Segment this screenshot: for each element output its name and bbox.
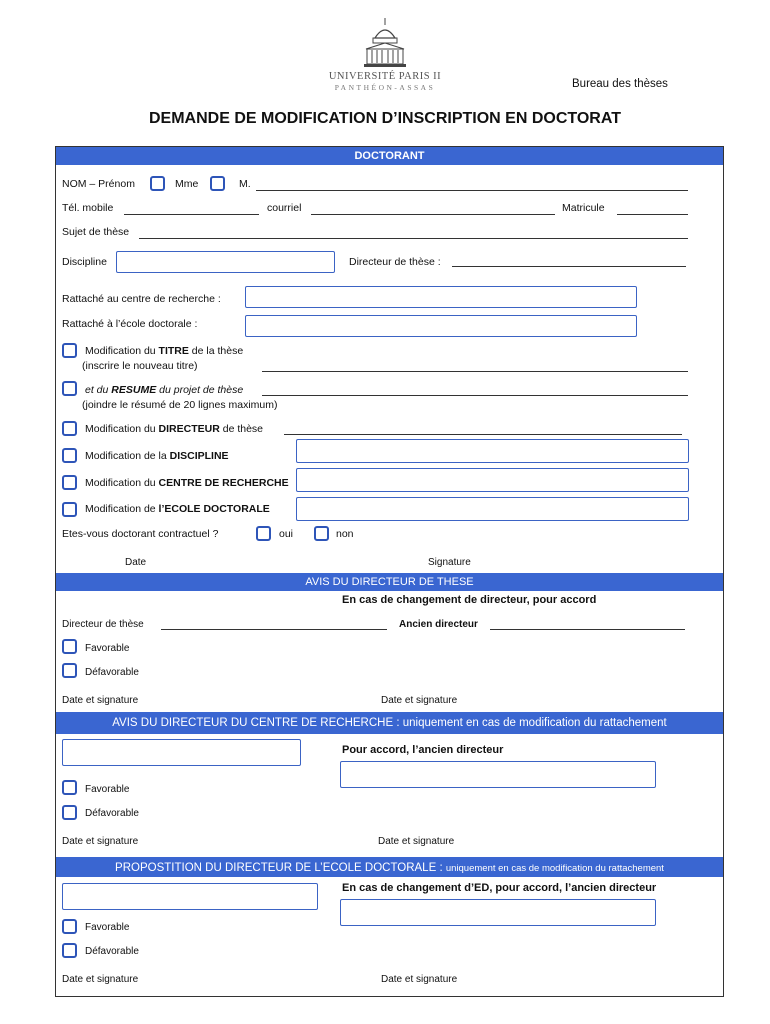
university-name: UNIVERSITÉ PARIS II <box>328 71 442 82</box>
page-title: DEMANDE DE MODIFICATION D’INSCRIPTION EN DOCTORAT <box>149 110 621 127</box>
label-text: Modification de la <box>85 450 170 462</box>
centre-defavorable-checkbox[interactable] <box>62 805 77 820</box>
mod-discipline-checkbox[interactable] <box>62 448 77 463</box>
ecole-label: Rattaché à l’école doctorale : <box>62 318 198 330</box>
section-title: AVIS DU DIRECTEUR DU CENTRE DE RECHERCHE : uniquement en cas de modification du rattachement <box>112 717 667 729</box>
ecole-date-signature: Date et signature <box>62 974 139 985</box>
mod-titre-checkbox[interactable] <box>62 343 77 358</box>
section-header-avis-directeur <box>56 573 723 591</box>
sujet-label: Sujet de thèse <box>62 226 130 238</box>
label-text: Modification du <box>85 345 159 357</box>
mod-titre-note: (inscrire le nouveau titre) <box>82 360 198 372</box>
label-text: Modification du <box>85 423 159 435</box>
mod-ecole-label <box>85 503 270 515</box>
resume-checkbox[interactable] <box>62 381 77 396</box>
mod-discipline-label <box>85 450 229 462</box>
tel-label: Tél. mobile <box>62 202 114 214</box>
ecole-favorable-checkbox[interactable] <box>62 919 77 934</box>
centre-date-signature: Date et signature <box>62 836 139 847</box>
non-checkbox[interactable] <box>314 526 329 541</box>
ecole-favorable-label: Favorable <box>85 922 130 933</box>
ecole-directeur-input[interactable] <box>62 883 318 910</box>
nom-prenom-label: NOM – Prénom <box>62 178 135 190</box>
signature-label: Signature <box>428 557 471 568</box>
mod-ecole-checkbox[interactable] <box>62 502 77 517</box>
matricule-line[interactable] <box>617 214 688 215</box>
titre-line[interactable] <box>262 371 688 372</box>
label-bold: l’ECOLE DOCTORALE <box>158 503 270 515</box>
directeur-favorable-checkbox[interactable] <box>62 639 77 654</box>
date-label: Date <box>125 557 147 568</box>
ecole-ancien-input[interactable] <box>340 899 656 926</box>
ancien-directeur-label: Ancien directeur <box>399 619 478 630</box>
ecole-defavorable-checkbox[interactable] <box>62 943 77 958</box>
contractuel-label: Etes-vous doctorant contractuel ? <box>62 528 219 540</box>
section-title: PROPOSTITION DU DIRECTEUR DE L’ECOLE DOCTORALE : <box>115 862 446 874</box>
label-bold: TITRE <box>158 345 189 357</box>
centre-ancien-date-signature: Date et signature <box>378 836 455 847</box>
section-header-avis-ecole <box>56 857 723 877</box>
m-label: M. <box>239 178 251 190</box>
mme-checkbox[interactable] <box>150 176 165 191</box>
mme-label: Mme <box>175 178 199 190</box>
label-bold: DIRECTEUR <box>158 423 220 435</box>
ecole-ancien-date-signature: Date et signature <box>381 974 458 985</box>
mod-centre-input[interactable] <box>296 468 689 492</box>
ecole-defavorable-label: Défavorable <box>85 946 139 957</box>
mod-titre-label <box>85 345 243 357</box>
centre-favorable-checkbox[interactable] <box>62 780 77 795</box>
m-checkbox[interactable] <box>210 176 225 191</box>
label-bold: RESUME <box>111 384 157 396</box>
resume-note: (joindre le résumé de 20 lignes maximum) <box>82 399 278 411</box>
label-bold: DISCIPLINE <box>169 450 229 462</box>
label-text: Modification de <box>85 503 159 515</box>
centre-ancien-note: Pour accord, l’ancien directeur <box>342 744 504 756</box>
courriel-line[interactable] <box>311 214 555 215</box>
tel-line[interactable] <box>124 214 259 215</box>
directeur-date-signature: Date et signature <box>62 695 139 706</box>
label-text: de la thèse <box>188 345 244 357</box>
section-header-doctorant <box>56 147 723 165</box>
section-title: AVIS DU DIRECTEUR DE THESE <box>305 576 474 588</box>
centre-defavorable-label: Défavorable <box>85 808 139 819</box>
mod-directeur-line[interactable] <box>284 434 682 435</box>
courriel-label: courriel <box>267 202 302 214</box>
discipline-input[interactable] <box>116 251 335 273</box>
mod-directeur-checkbox[interactable] <box>62 421 77 436</box>
mod-centre-checkbox[interactable] <box>62 475 77 490</box>
oui-checkbox[interactable] <box>256 526 271 541</box>
university-subname: PANTHÉON-ASSAS <box>334 83 436 92</box>
directeur-defavorable-label: Défavorable <box>85 667 139 678</box>
avis-directeur-line[interactable] <box>161 629 387 630</box>
label-text: de thèse <box>219 423 264 435</box>
university-logo <box>320 16 450 92</box>
section-title: DOCTORANT <box>354 150 425 162</box>
centre-input[interactable] <box>245 286 637 308</box>
label-text: du projet de thèse <box>156 384 244 396</box>
mod-ecole-input[interactable] <box>296 497 689 521</box>
label-text: et du <box>85 384 112 396</box>
label-bold: CENTRE DE RECHERCHE <box>158 477 289 489</box>
centre-label: Rattaché au centre de recherche : <box>62 293 221 305</box>
ecole-changement-note: En cas de changement d’ED, pour accord, l’ancien directeur <box>342 882 657 894</box>
directeur-label: Directeur de thèse : <box>349 256 441 268</box>
mod-centre-label <box>85 477 289 489</box>
matricule-label: Matricule <box>562 202 605 214</box>
section-header-avis-centre <box>56 712 723 734</box>
sujet-line[interactable] <box>139 238 688 239</box>
oui-label: oui <box>279 528 294 540</box>
ecole-input[interactable] <box>245 315 637 337</box>
ancien-directeur-line[interactable] <box>490 629 685 630</box>
mod-discipline-input[interactable] <box>296 439 689 463</box>
mod-directeur-label <box>85 423 263 435</box>
directeur-line[interactable] <box>452 266 686 267</box>
centre-directeur-input[interactable] <box>62 739 301 766</box>
resume-label <box>85 384 243 396</box>
centre-favorable-label: Favorable <box>85 784 130 795</box>
changement-directeur-note: En cas de changement de directeur, pour accord <box>342 594 597 606</box>
bureau-label: Bureau des thèses <box>572 78 668 90</box>
nom-line[interactable] <box>256 190 688 191</box>
centre-ancien-input[interactable] <box>340 761 656 788</box>
section-title-note: uniquement en cas de modification du rattachement <box>445 863 664 874</box>
ancien-directeur-date-signature: Date et signature <box>381 695 458 706</box>
directeur-defavorable-checkbox[interactable] <box>62 663 77 678</box>
pantheon-icon <box>320 16 450 72</box>
resume-line[interactable] <box>262 395 688 396</box>
discipline-label: Discipline <box>62 256 107 268</box>
non-label: non <box>336 528 354 540</box>
label-text: Modification du <box>85 477 159 489</box>
avis-directeur-label: Directeur de thèse <box>62 619 144 630</box>
directeur-favorable-label: Favorable <box>85 643 130 654</box>
